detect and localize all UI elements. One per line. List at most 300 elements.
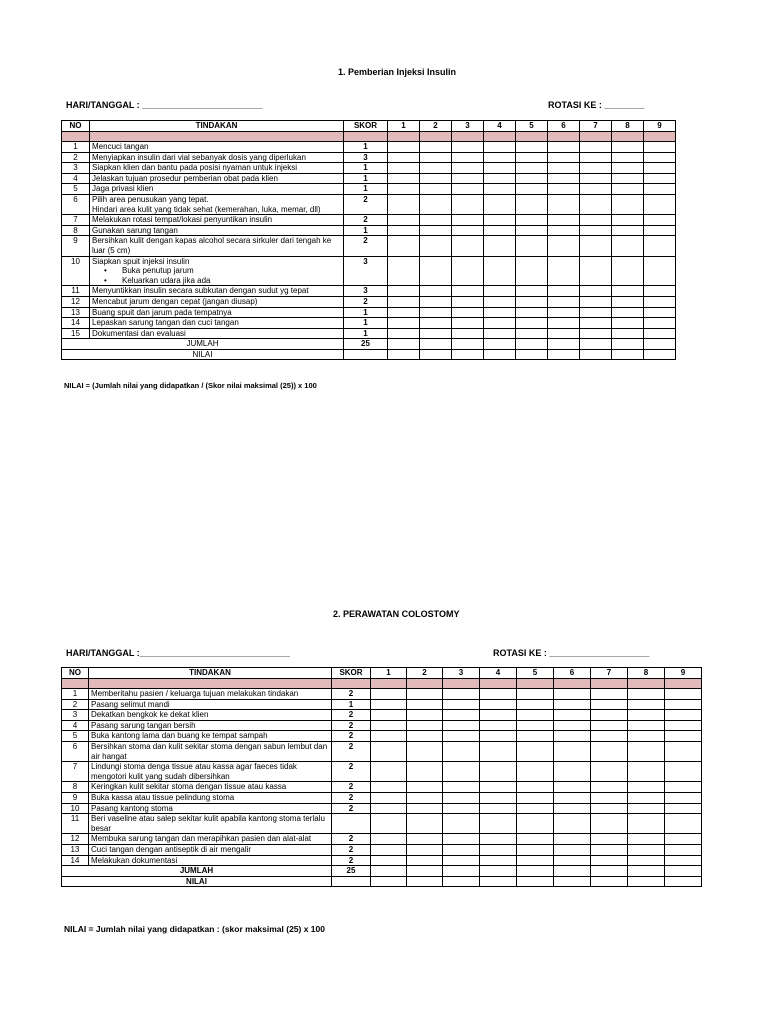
nilai-cell-rotation-3[interactable] xyxy=(452,349,484,360)
score-cell-rotation-9[interactable] xyxy=(665,803,702,814)
score-cell-rotation-7[interactable] xyxy=(580,318,612,329)
score-cell-rotation-7[interactable] xyxy=(591,741,628,761)
score-cell-rotation-4[interactable] xyxy=(480,731,517,742)
score-cell-rotation-3[interactable] xyxy=(452,307,484,318)
score-cell-rotation-2[interactable] xyxy=(407,782,443,793)
score-cell-rotation-7[interactable] xyxy=(591,710,628,721)
score-cell-rotation-4[interactable] xyxy=(480,834,517,845)
score-cell-rotation-8[interactable] xyxy=(612,173,644,184)
score-cell-rotation-6[interactable] xyxy=(554,814,591,834)
score-cell-rotation-5[interactable] xyxy=(516,215,548,226)
score-cell-rotation-8[interactable] xyxy=(628,762,665,782)
row-skor: 1 xyxy=(344,307,388,318)
score-cell-rotation-5[interactable] xyxy=(517,834,554,845)
score-cell-rotation-5[interactable] xyxy=(516,163,548,174)
score-cell-rotation-6[interactable] xyxy=(554,834,591,845)
score-cell-rotation-9[interactable] xyxy=(665,792,702,803)
score-cell-rotation-4[interactable] xyxy=(484,184,516,195)
score-cell-rotation-3[interactable] xyxy=(443,792,480,803)
score-cell-rotation-5[interactable] xyxy=(516,318,548,329)
score-cell-rotation-7[interactable] xyxy=(580,215,612,226)
score-cell-rotation-7[interactable] xyxy=(580,256,612,286)
score-cell-rotation-4[interactable] xyxy=(480,720,517,731)
score-cell-rotation-1[interactable] xyxy=(371,731,407,742)
score-cell-rotation-7[interactable] xyxy=(580,296,612,307)
score-cell-rotation-2[interactable] xyxy=(407,792,443,803)
score-cell-rotation-1[interactable] xyxy=(371,834,407,845)
score-cell-rotation-7[interactable] xyxy=(591,731,628,742)
nilai-cell-rotation-7[interactable] xyxy=(591,876,628,887)
score-cell-rotation-1[interactable] xyxy=(388,296,420,307)
score-cell-rotation-1[interactable] xyxy=(371,803,407,814)
score-cell-rotation-1[interactable] xyxy=(388,328,420,339)
score-cell-rotation-6[interactable] xyxy=(554,741,591,761)
score-cell-rotation-9[interactable] xyxy=(665,834,702,845)
score-cell-rotation-1[interactable] xyxy=(388,173,420,184)
score-cell-rotation-3[interactable] xyxy=(443,710,480,721)
nilai-cell-rotation-2[interactable] xyxy=(407,876,443,887)
score-cell-rotation-6[interactable] xyxy=(554,720,591,731)
score-cell-rotation-2[interactable] xyxy=(420,296,452,307)
score-cell-rotation-4[interactable] xyxy=(484,318,516,329)
score-cell-rotation-7[interactable] xyxy=(591,834,628,845)
nilai-cell-rotation-3[interactable] xyxy=(443,876,480,887)
score-cell-rotation-6[interactable] xyxy=(554,731,591,742)
jumlah-cell-rotation-6[interactable] xyxy=(554,866,591,877)
score-cell-rotation-3[interactable] xyxy=(452,286,484,297)
score-cell-rotation-6[interactable] xyxy=(554,710,591,721)
score-cell-rotation-9[interactable] xyxy=(665,762,702,782)
score-cell-rotation-6[interactable] xyxy=(548,236,580,256)
score-cell-rotation-9[interactable] xyxy=(644,215,676,226)
score-cell-rotation-8[interactable] xyxy=(628,855,665,866)
score-cell-rotation-3[interactable] xyxy=(452,163,484,174)
jumlah-cell-rotation-7[interactable] xyxy=(580,339,612,350)
score-cell-rotation-4[interactable] xyxy=(480,699,517,710)
score-cell-rotation-3[interactable] xyxy=(452,215,484,226)
score-cell-rotation-8[interactable] xyxy=(612,328,644,339)
score-cell-rotation-3[interactable] xyxy=(452,296,484,307)
score-cell-rotation-4[interactable] xyxy=(484,296,516,307)
score-cell-rotation-9[interactable] xyxy=(644,163,676,174)
score-cell-rotation-6[interactable] xyxy=(554,803,591,814)
score-cell-rotation-4[interactable] xyxy=(480,741,517,761)
nilai-cell-rotation-2[interactable] xyxy=(420,349,452,360)
score-cell-rotation-8[interactable] xyxy=(612,296,644,307)
score-cell-rotation-8[interactable] xyxy=(612,194,644,214)
score-cell-rotation-4[interactable] xyxy=(484,142,516,153)
score-cell-rotation-7[interactable] xyxy=(591,699,628,710)
score-cell-rotation-5[interactable] xyxy=(517,855,554,866)
score-cell-rotation-2[interactable] xyxy=(407,720,443,731)
score-cell-rotation-9[interactable] xyxy=(644,256,676,286)
score-cell-rotation-6[interactable] xyxy=(548,163,580,174)
score-cell-rotation-8[interactable] xyxy=(628,834,665,845)
score-cell-rotation-8[interactable] xyxy=(612,142,644,153)
score-cell-rotation-5[interactable] xyxy=(516,194,548,214)
score-cell-rotation-1[interactable] xyxy=(388,215,420,226)
score-cell-rotation-3[interactable] xyxy=(443,844,480,855)
score-cell-rotation-1[interactable] xyxy=(371,855,407,866)
score-cell-rotation-6[interactable] xyxy=(554,699,591,710)
score-cell-rotation-1[interactable] xyxy=(371,782,407,793)
score-cell-rotation-1[interactable] xyxy=(388,184,420,195)
score-cell-rotation-7[interactable] xyxy=(580,225,612,236)
score-cell-rotation-5[interactable] xyxy=(516,152,548,163)
score-cell-rotation-9[interactable] xyxy=(665,699,702,710)
score-cell-rotation-3[interactable] xyxy=(452,194,484,214)
score-cell-rotation-2[interactable] xyxy=(420,307,452,318)
score-cell-rotation-2[interactable] xyxy=(420,328,452,339)
score-cell-rotation-2[interactable] xyxy=(420,184,452,195)
score-cell-rotation-2[interactable] xyxy=(407,844,443,855)
jumlah-cell-rotation-3[interactable] xyxy=(452,339,484,350)
score-cell-rotation-8[interactable] xyxy=(612,256,644,286)
score-cell-rotation-7[interactable] xyxy=(580,152,612,163)
score-cell-rotation-8[interactable] xyxy=(628,689,665,700)
score-cell-rotation-9[interactable] xyxy=(665,720,702,731)
score-cell-rotation-4[interactable] xyxy=(480,803,517,814)
score-cell-rotation-4[interactable] xyxy=(484,236,516,256)
score-cell-rotation-4[interactable] xyxy=(484,215,516,226)
score-cell-rotation-8[interactable] xyxy=(628,803,665,814)
score-cell-rotation-5[interactable] xyxy=(517,689,554,700)
score-cell-rotation-7[interactable] xyxy=(580,328,612,339)
score-cell-rotation-9[interactable] xyxy=(644,296,676,307)
score-cell-rotation-6[interactable] xyxy=(548,142,580,153)
score-cell-rotation-5[interactable] xyxy=(516,307,548,318)
score-cell-rotation-4[interactable] xyxy=(480,855,517,866)
score-cell-rotation-8[interactable] xyxy=(612,236,644,256)
score-cell-rotation-3[interactable] xyxy=(443,803,480,814)
nilai-cell-rotation-5[interactable] xyxy=(517,876,554,887)
score-cell-rotation-4[interactable] xyxy=(480,792,517,803)
score-cell-rotation-9[interactable] xyxy=(665,710,702,721)
nilai-cell-rotation-8[interactable] xyxy=(612,349,644,360)
score-cell-rotation-6[interactable] xyxy=(548,215,580,226)
score-cell-rotation-1[interactable] xyxy=(388,152,420,163)
score-cell-rotation-5[interactable] xyxy=(517,792,554,803)
score-cell-rotation-4[interactable] xyxy=(480,689,517,700)
score-cell-rotation-6[interactable] xyxy=(548,307,580,318)
score-cell-rotation-2[interactable] xyxy=(407,814,443,834)
score-cell-rotation-1[interactable] xyxy=(388,142,420,153)
score-cell-rotation-9[interactable] xyxy=(665,844,702,855)
score-cell-rotation-7[interactable] xyxy=(580,173,612,184)
score-cell-rotation-5[interactable] xyxy=(517,782,554,793)
score-cell-rotation-8[interactable] xyxy=(628,814,665,834)
score-cell-rotation-2[interactable] xyxy=(420,318,452,329)
score-cell-rotation-4[interactable] xyxy=(484,194,516,214)
score-cell-rotation-2[interactable] xyxy=(407,689,443,700)
score-cell-rotation-7[interactable] xyxy=(580,286,612,297)
score-cell-rotation-9[interactable] xyxy=(644,307,676,318)
score-cell-rotation-6[interactable] xyxy=(548,173,580,184)
score-cell-rotation-6[interactable] xyxy=(548,256,580,286)
score-cell-rotation-3[interactable] xyxy=(443,731,480,742)
score-cell-rotation-5[interactable] xyxy=(517,814,554,834)
score-cell-rotation-8[interactable] xyxy=(612,307,644,318)
score-cell-rotation-2[interactable] xyxy=(420,215,452,226)
score-cell-rotation-3[interactable] xyxy=(452,236,484,256)
nilai-cell-rotation-5[interactable] xyxy=(516,349,548,360)
score-cell-rotation-7[interactable] xyxy=(591,782,628,793)
score-cell-rotation-6[interactable] xyxy=(554,844,591,855)
score-cell-rotation-8[interactable] xyxy=(612,152,644,163)
score-cell-rotation-5[interactable] xyxy=(516,256,548,286)
score-cell-rotation-2[interactable] xyxy=(407,803,443,814)
score-cell-rotation-3[interactable] xyxy=(452,142,484,153)
score-cell-rotation-6[interactable] xyxy=(548,318,580,329)
score-cell-rotation-1[interactable] xyxy=(371,689,407,700)
score-cell-rotation-6[interactable] xyxy=(548,184,580,195)
score-cell-rotation-3[interactable] xyxy=(443,741,480,761)
score-cell-rotation-2[interactable] xyxy=(420,256,452,286)
score-cell-rotation-8[interactable] xyxy=(628,731,665,742)
score-cell-rotation-6[interactable] xyxy=(548,152,580,163)
score-cell-rotation-8[interactable] xyxy=(612,184,644,195)
score-cell-rotation-7[interactable] xyxy=(591,792,628,803)
score-cell-rotation-3[interactable] xyxy=(443,855,480,866)
score-cell-rotation-7[interactable] xyxy=(580,142,612,153)
score-cell-rotation-5[interactable] xyxy=(517,844,554,855)
score-cell-rotation-9[interactable] xyxy=(644,173,676,184)
score-cell-rotation-7[interactable] xyxy=(580,194,612,214)
score-cell-rotation-4[interactable] xyxy=(480,814,517,834)
jumlah-cell-rotation-9[interactable] xyxy=(644,339,676,350)
score-cell-rotation-5[interactable] xyxy=(516,236,548,256)
score-cell-rotation-6[interactable] xyxy=(548,328,580,339)
score-cell-rotation-5[interactable] xyxy=(516,225,548,236)
score-cell-rotation-1[interactable] xyxy=(388,256,420,286)
score-cell-rotation-1[interactable] xyxy=(388,286,420,297)
score-cell-rotation-8[interactable] xyxy=(612,163,644,174)
score-cell-rotation-9[interactable] xyxy=(644,236,676,256)
score-cell-rotation-5[interactable] xyxy=(516,286,548,297)
jumlah-cell-rotation-8[interactable] xyxy=(612,339,644,350)
nilai-cell-rotation-1[interactable] xyxy=(371,876,407,887)
score-cell-rotation-3[interactable] xyxy=(443,699,480,710)
jumlah-label: JUMLAH xyxy=(62,339,344,350)
score-cell-rotation-5[interactable] xyxy=(517,731,554,742)
score-cell-rotation-2[interactable] xyxy=(407,741,443,761)
score-cell-rotation-4[interactable] xyxy=(480,710,517,721)
score-cell-rotation-1[interactable] xyxy=(371,741,407,761)
jumlah-cell-rotation-5[interactable] xyxy=(516,339,548,350)
score-cell-rotation-1[interactable] xyxy=(388,236,420,256)
score-cell-rotation-9[interactable] xyxy=(665,741,702,761)
jumlah-cell-rotation-1[interactable] xyxy=(388,339,420,350)
score-cell-rotation-8[interactable] xyxy=(612,318,644,329)
score-cell-rotation-3[interactable] xyxy=(452,173,484,184)
score-cell-rotation-4[interactable] xyxy=(484,286,516,297)
score-cell-rotation-3[interactable] xyxy=(443,834,480,845)
score-cell-rotation-1[interactable] xyxy=(388,318,420,329)
score-cell-rotation-8[interactable] xyxy=(628,741,665,761)
score-cell-rotation-9[interactable] xyxy=(644,142,676,153)
score-cell-rotation-3[interactable] xyxy=(452,225,484,236)
score-cell-rotation-7[interactable] xyxy=(580,236,612,256)
score-cell-rotation-1[interactable] xyxy=(388,225,420,236)
score-cell-rotation-4[interactable] xyxy=(484,256,516,286)
score-cell-rotation-1[interactable] xyxy=(371,844,407,855)
jumlah-cell-rotation-2[interactable] xyxy=(420,339,452,350)
score-cell-rotation-3[interactable] xyxy=(452,152,484,163)
score-cell-rotation-2[interactable] xyxy=(407,699,443,710)
score-cell-rotation-5[interactable] xyxy=(516,296,548,307)
score-cell-rotation-8[interactable] xyxy=(612,225,644,236)
score-cell-rotation-9[interactable] xyxy=(665,689,702,700)
score-cell-rotation-9[interactable] xyxy=(644,152,676,163)
score-cell-rotation-5[interactable] xyxy=(516,142,548,153)
score-cell-rotation-9[interactable] xyxy=(644,194,676,214)
score-cell-rotation-2[interactable] xyxy=(407,834,443,845)
nilai-cell-rotation-9[interactable] xyxy=(644,349,676,360)
score-cell-rotation-4[interactable] xyxy=(480,844,517,855)
nilai-cell-rotation-4[interactable] xyxy=(484,349,516,360)
score-cell-rotation-9[interactable] xyxy=(644,328,676,339)
score-cell-rotation-2[interactable] xyxy=(420,225,452,236)
score-cell-rotation-6[interactable] xyxy=(554,689,591,700)
score-cell-rotation-3[interactable] xyxy=(452,328,484,339)
score-cell-rotation-8[interactable] xyxy=(612,215,644,226)
score-cell-rotation-1[interactable] xyxy=(388,194,420,214)
score-cell-rotation-3[interactable] xyxy=(443,814,480,834)
jumlah-cell-rotation-7[interactable] xyxy=(591,866,628,877)
score-cell-rotation-5[interactable] xyxy=(516,173,548,184)
score-cell-rotation-9[interactable] xyxy=(665,782,702,793)
score-cell-rotation-9[interactable] xyxy=(644,318,676,329)
nilai-cell-rotation-1[interactable] xyxy=(388,349,420,360)
score-cell-rotation-3[interactable] xyxy=(443,782,480,793)
score-cell-rotation-4[interactable] xyxy=(484,328,516,339)
score-cell-rotation-3[interactable] xyxy=(443,720,480,731)
score-cell-rotation-2[interactable] xyxy=(420,142,452,153)
score-cell-rotation-9[interactable] xyxy=(665,814,702,834)
score-cell-rotation-7[interactable] xyxy=(580,184,612,195)
score-cell-rotation-8[interactable] xyxy=(628,782,665,793)
score-cell-rotation-1[interactable] xyxy=(388,307,420,318)
score-cell-rotation-8[interactable] xyxy=(628,844,665,855)
score-cell-rotation-9[interactable] xyxy=(644,225,676,236)
jumlah-cell-rotation-5[interactable] xyxy=(517,866,554,877)
score-cell-rotation-5[interactable] xyxy=(517,741,554,761)
score-cell-rotation-2[interactable] xyxy=(407,762,443,782)
score-cell-rotation-9[interactable] xyxy=(644,184,676,195)
nilai-cell-rotation-7[interactable] xyxy=(580,349,612,360)
score-cell-rotation-5[interactable] xyxy=(517,720,554,731)
score-cell-rotation-2[interactable] xyxy=(407,710,443,721)
score-cell-rotation-4[interactable] xyxy=(480,762,517,782)
score-cell-rotation-6[interactable] xyxy=(548,225,580,236)
score-cell-rotation-2[interactable] xyxy=(420,194,452,214)
score-cell-rotation-7[interactable] xyxy=(591,814,628,834)
score-cell-rotation-6[interactable] xyxy=(548,296,580,307)
score-cell-rotation-7[interactable] xyxy=(591,720,628,731)
score-cell-rotation-7[interactable] xyxy=(591,803,628,814)
jumlah-cell-rotation-6[interactable] xyxy=(548,339,580,350)
score-cell-rotation-6[interactable] xyxy=(554,855,591,866)
score-cell-rotation-7[interactable] xyxy=(580,163,612,174)
score-cell-rotation-4[interactable] xyxy=(484,163,516,174)
score-cell-rotation-6[interactable] xyxy=(554,762,591,782)
score-cell-rotation-7[interactable] xyxy=(591,762,628,782)
score-cell-rotation-7[interactable] xyxy=(591,855,628,866)
score-cell-rotation-4[interactable] xyxy=(484,173,516,184)
nilai-cell-rotation-4[interactable] xyxy=(480,876,517,887)
score-cell-rotation-1[interactable] xyxy=(371,762,407,782)
score-cell-rotation-7[interactable] xyxy=(580,307,612,318)
jumlah-cell-rotation-9[interactable] xyxy=(665,866,702,877)
jumlah-cell-rotation-8[interactable] xyxy=(628,866,665,877)
spacer-cell xyxy=(628,679,665,689)
score-cell-rotation-6[interactable] xyxy=(554,792,591,803)
jumlah-cell-rotation-3[interactable] xyxy=(443,866,480,877)
score-cell-rotation-4[interactable] xyxy=(484,152,516,163)
score-cell-rotation-3[interactable] xyxy=(452,318,484,329)
score-cell-rotation-7[interactable] xyxy=(591,689,628,700)
score-cell-rotation-6[interactable] xyxy=(554,782,591,793)
score-cell-rotation-2[interactable] xyxy=(420,236,452,256)
score-cell-rotation-2[interactable] xyxy=(420,163,452,174)
score-cell-rotation-2[interactable] xyxy=(420,173,452,184)
score-cell-rotation-4[interactable] xyxy=(484,307,516,318)
score-cell-rotation-1[interactable] xyxy=(371,814,407,834)
score-cell-rotation-3[interactable] xyxy=(443,762,480,782)
score-cell-rotation-5[interactable] xyxy=(517,803,554,814)
score-cell-rotation-4[interactable] xyxy=(484,225,516,236)
nilai-cell-rotation-9[interactable] xyxy=(665,876,702,887)
score-cell-rotation-8[interactable] xyxy=(628,720,665,731)
score-cell-rotation-1[interactable] xyxy=(371,720,407,731)
nilai-cell-rotation-8[interactable] xyxy=(628,876,665,887)
score-cell-rotation-4[interactable] xyxy=(480,782,517,793)
score-cell-rotation-5[interactable] xyxy=(516,328,548,339)
nilai-cell-rotation-6[interactable] xyxy=(548,349,580,360)
score-cell-rotation-1[interactable] xyxy=(371,699,407,710)
score-cell-rotation-9[interactable] xyxy=(665,855,702,866)
score-cell-rotation-2[interactable] xyxy=(407,731,443,742)
score-cell-rotation-3[interactable] xyxy=(443,689,480,700)
score-cell-rotation-5[interactable] xyxy=(517,710,554,721)
score-cell-rotation-1[interactable] xyxy=(371,792,407,803)
score-cell-rotation-1[interactable] xyxy=(388,163,420,174)
score-cell-rotation-3[interactable] xyxy=(452,184,484,195)
score-cell-rotation-3[interactable] xyxy=(452,256,484,286)
score-cell-rotation-2[interactable] xyxy=(420,152,452,163)
score-cell-rotation-1[interactable] xyxy=(371,710,407,721)
nilai-cell-rotation-6[interactable] xyxy=(554,876,591,887)
jumlah-cell-rotation-4[interactable] xyxy=(480,866,517,877)
score-cell-rotation-8[interactable] xyxy=(628,792,665,803)
jumlah-cell-rotation-4[interactable] xyxy=(484,339,516,350)
score-cell-rotation-8[interactable] xyxy=(612,286,644,297)
jumlah-cell-rotation-1[interactable] xyxy=(371,866,407,877)
score-cell-rotation-6[interactable] xyxy=(548,286,580,297)
score-cell-rotation-9[interactable] xyxy=(644,286,676,297)
score-cell-rotation-5[interactable] xyxy=(516,184,548,195)
score-cell-rotation-5[interactable] xyxy=(517,699,554,710)
score-cell-rotation-8[interactable] xyxy=(628,710,665,721)
score-cell-rotation-8[interactable] xyxy=(628,699,665,710)
score-cell-rotation-2[interactable] xyxy=(407,855,443,866)
score-cell-rotation-6[interactable] xyxy=(548,194,580,214)
score-cell-rotation-5[interactable] xyxy=(517,762,554,782)
score-cell-rotation-9[interactable] xyxy=(665,731,702,742)
score-cell-rotation-2[interactable] xyxy=(420,286,452,297)
jumlah-cell-rotation-2[interactable] xyxy=(407,866,443,877)
score-cell-rotation-7[interactable] xyxy=(591,844,628,855)
